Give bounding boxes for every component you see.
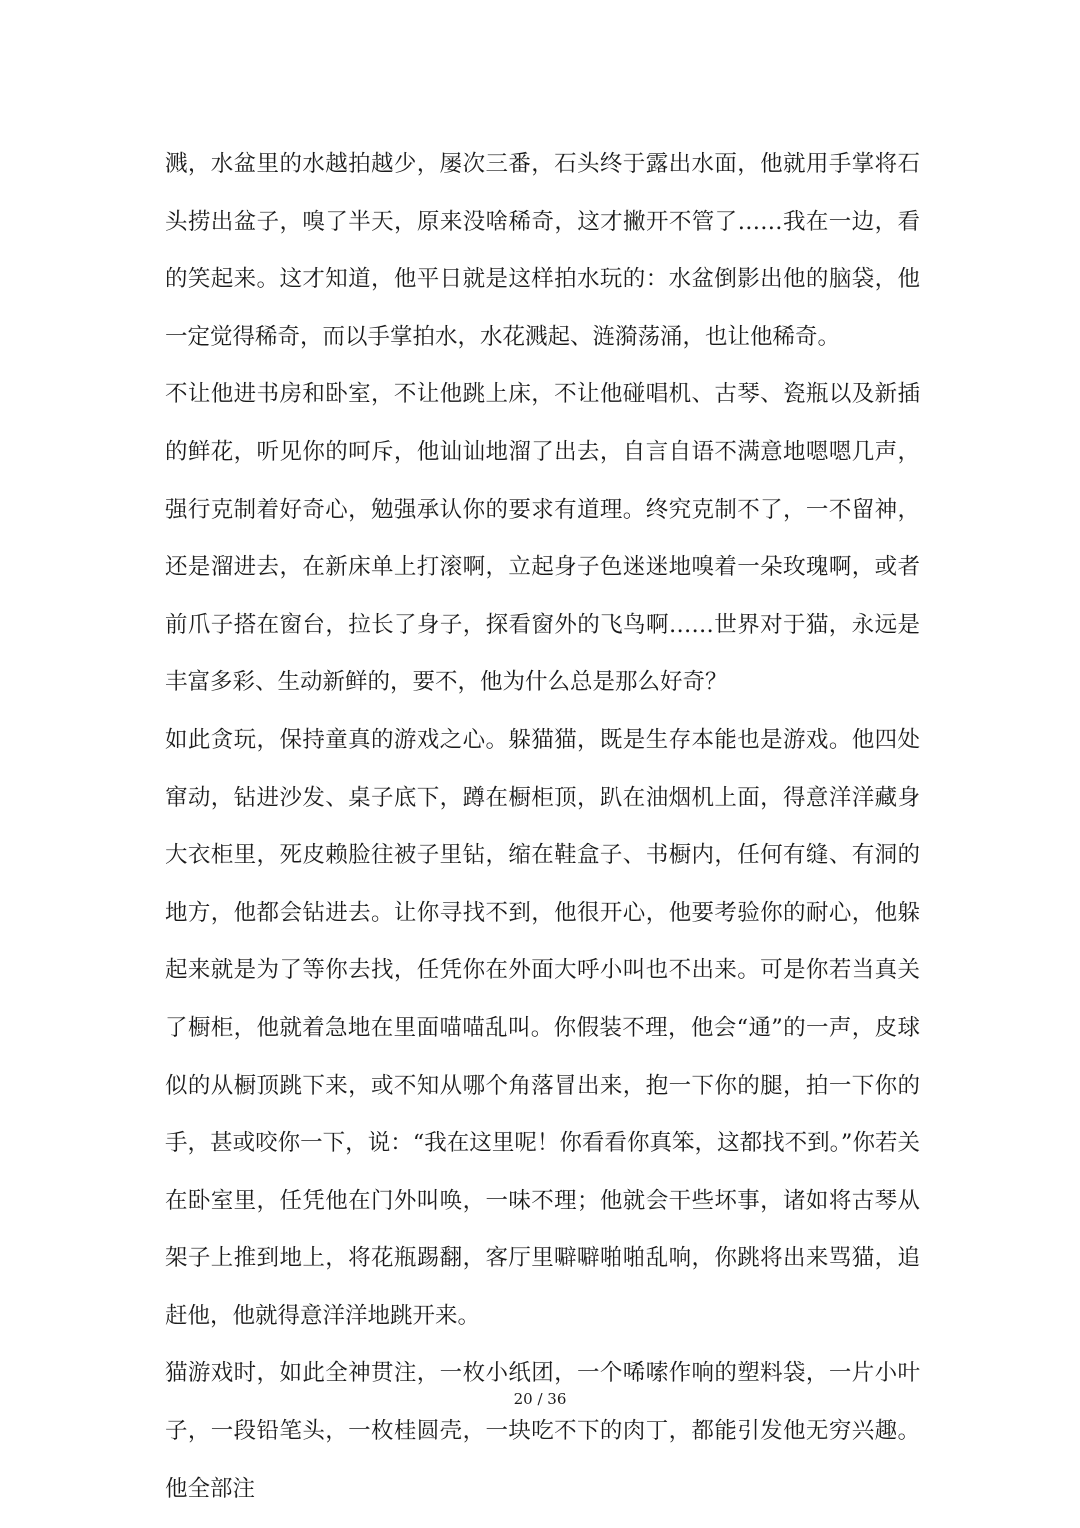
paragraph-4: 猫游戏时，如此全神贯注，一枚小纸团，一个唏嗦作响的塑料袋，一片小叶子，一段铅笔头，一枚桂圆壳，一块吃不下的肉丁，都能引发他无穷兴趣。他全部注 <box>165 1360 920 1502</box>
page-number: 20 / 36 <box>513 1390 567 1408</box>
paragraph-2: 不让他进书房和卧室，不让他跳上床，不让他碰唱机、古琴、瓷瓶以及新插的鲜花，听见你的呵斥，他讪讪地溜了出去，自言自语不满意地嗯嗯几声，强行克制着好奇心，勉强承认你的要求有道理。终究克制不了，一不留神，还是溜进去，在新床单上打滚啊，立起身子色迷迷地嗅着一朵玫瑰啊，或者前爪子搭在窗台，拉长了身子，探看窗外的飞鸟啊……世界对于猫，永远是丰富多彩、生动新鲜的，要不，他为什么总是那么好奇？ <box>165 381 920 696</box>
paragraph-1: 溅，水盆里的水越拍越少，屡次三番，石头终于露出水面，他就用手掌将石头捞出盆子，嗅了半天，原来没啥稀奇，这才撇开不管了……我在一边，看的笑起来。这才知道，他平日就是这样拍水玩的：水盆倒影出他的脑袋，他一定觉得稀奇，而以手掌拍水，水花溅起、涟漪荡涌，也让他稀奇。 <box>165 151 920 350</box>
paragraph-3: 如此贪玩，保持童真的游戏之心。躲猫猫，既是生存本能也是游戏。他四处窜动，钻进沙发、桌子底下，蹲在橱柜顶，趴在油烟机上面，得意洋洋藏身大衣柜里，死皮赖脸往被子里钻，缩在鞋盒子、书橱内，任何有缝、有洞的地方，他都会钻进去。让你寻找不到，他很开心，他要考验你的耐心，他躲起来就是为了等你去找，任凭你在外面大呼小叫也不出来。可是你若当真关了橱柜，他就着急地在里面喵喵乱叫。你假装不理，他会“通”的一声，皮球似的从橱顶跳下来，或不知从哪个角落冒出来，抱一下你的腿，拍一下你的手，甚或咬你一下，说：“我在这里呢！你看看你真笨，这都找不到。”你若关在卧室里，任凭他在门外叫唤，一味不理；他就会干些坏事，诸如将古琴从架子上推到地上，将花瓶踢翻，客厅里噼噼啪啪乱响，你跳将出来骂猫，追赶他，他就得意洋洋地跳开来。 <box>165 726 920 1329</box>
body-text <box>165 136 920 1518</box>
